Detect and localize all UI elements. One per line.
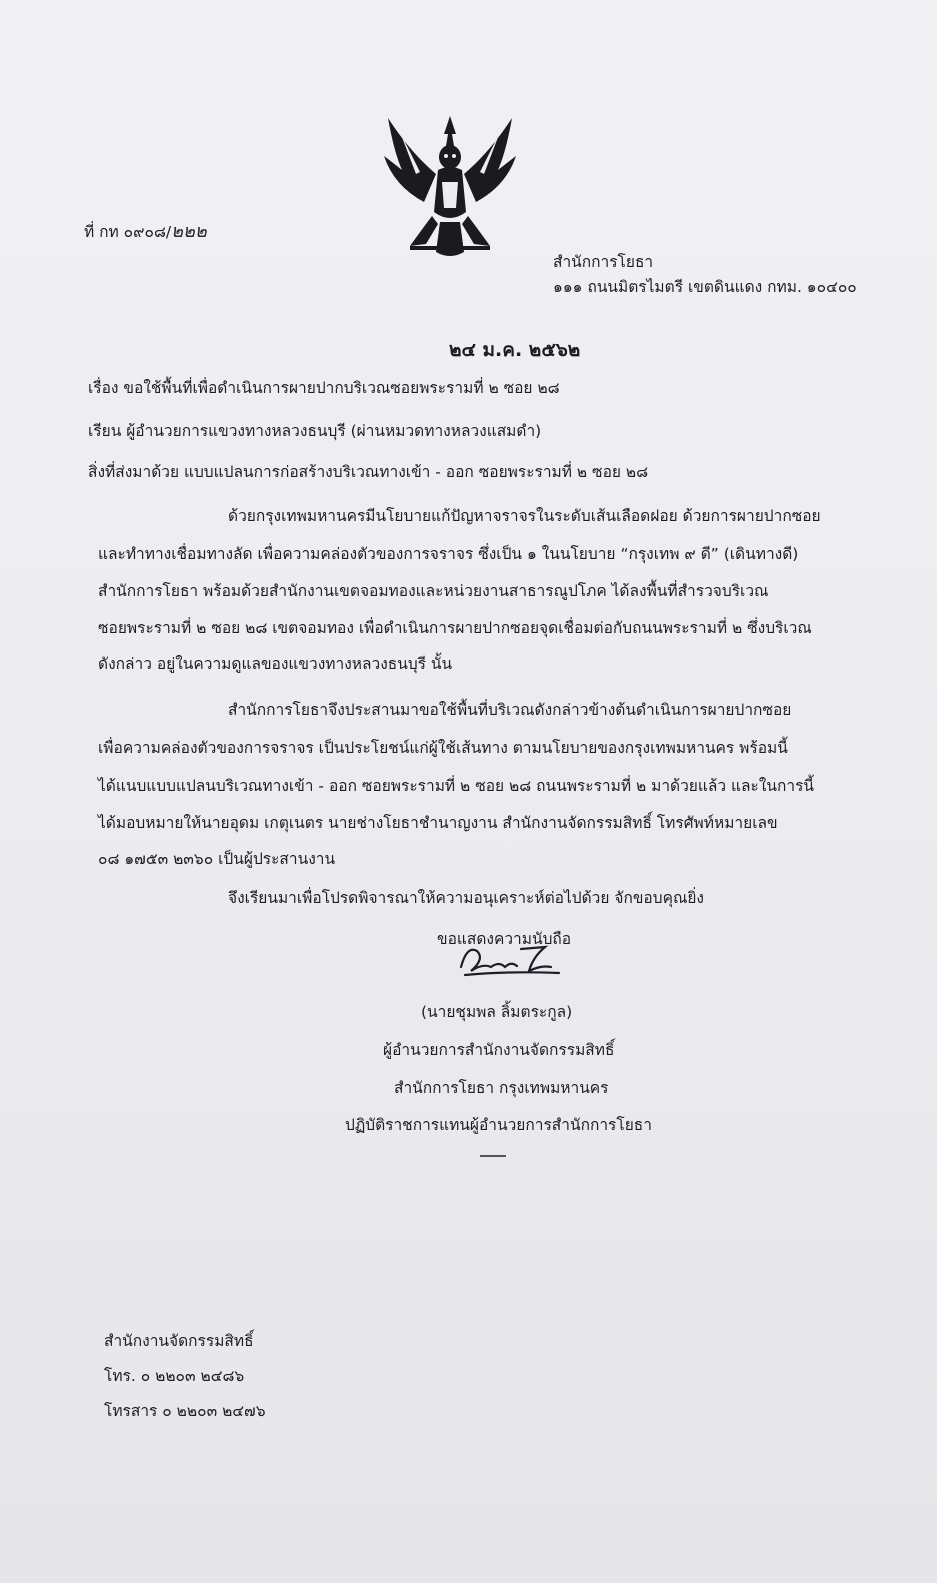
- signatory-title-3: ปฏิบัติราชการแทนผู้อำนวยการสำนักการโยธา: [345, 1116, 652, 1134]
- footer-unit: สำนักงานจัดกรรมสิทธิ์: [104, 1332, 254, 1350]
- footer-fax: โทรสาร ๐ ๒๒๐๓ ๒๔๗๖: [104, 1402, 266, 1420]
- recipient-line: เรียน ผู้อำนวยการแขวงทางหลวงธนบุรี (ผ่านหมวดทางหลวงแสมดำ): [88, 422, 542, 440]
- closing-line: จึงเรียนมาเพื่อโปรดพิจารณาให้ความอนุเคราะห์ต่อไปด้วย จักขอบคุณยิ่ง: [228, 889, 704, 907]
- para2-line: ได้แนบแบบแปลนบริเวณทางเข้า - ออก ซอยพระรามที่ ๒ ซอย ๒๘ ถนนพระรามที่ ๒ มาด้วยแล้ว และในการนี้: [98, 777, 814, 795]
- garuda-emblem-icon: [380, 112, 520, 262]
- divider-mark: [480, 1155, 506, 1157]
- footer-tel: โทร. ๐ ๒๒๐๓ ๒๔๘๖: [104, 1367, 245, 1385]
- para2-line: ๐๘ ๑๗๕๓ ๒๓๖๐ เป็นผู้ประสานงาน: [98, 850, 336, 868]
- para1-line: ซอยพระรามที่ ๒ ซอย ๒๘ เขตจอมทอง เพื่อดำเนินการผายปากซอยจุดเชื่อมต่อกับถนนพระรามที่ ๒ ซึ่งบริเวณ: [98, 619, 812, 637]
- signatory-name: (นายชุมพล ลิ้มตระกูล): [421, 1003, 573, 1021]
- para1-line: ด้วยกรุงเทพมหานครมีนโยบายแก้ปัญหาจราจรในระดับเส้นเลือดฝอย ด้วยการผายปากซอย: [228, 507, 821, 525]
- reference-number: [84, 222, 207, 242]
- regards-line: ขอแสดงความนับถือ: [437, 930, 572, 948]
- para1-line: ดังกล่าว อยู่ในความดูแลของแขวงทางหลวงธนบุรี นั้น: [98, 655, 453, 673]
- subject-line: เรื่อง ขอใช้พื้นที่เพื่อดำเนินการผายปากบริเวณซอยพระรามที่ ๒ ซอย ๒๘: [88, 379, 560, 397]
- enclosure-line: สิ่งที่ส่งมาด้วย แบบแปลนการก่อสร้างบริเวณทางเข้า - ออก ซอยพระรามที่ ๒ ซอย ๒๘: [88, 463, 649, 481]
- signatory-title-2: สำนักการโยธา กรุงเทพมหานคร: [394, 1079, 609, 1097]
- para2-line: สำนักการโยธาจึงประสานมาขอใช้พื้นที่บริเวณดังกล่าวข้างต้นดำเนินการผายปากซอย: [228, 701, 792, 719]
- para1-line: และทำทางเชื่อมทางลัด เพื่อความคล่องตัวของการจราจร ซึ่งเป็น ๑ ในนโยบาย “กรุงเทพ ๙ ดี” (เดินทางดี): [98, 545, 799, 563]
- para1-line: สำนักการโยธา พร้อมด้วยสำนักงานเขตจอมทองและหน่วยงานสาธารณูปโภค ได้ลงพื้นที่สำรวจบริเวณ: [98, 582, 769, 600]
- office-name: สำนักการโยธา: [553, 253, 654, 271]
- handwritten-signature: [455, 937, 565, 985]
- para2-line: เพื่อความคล่องตัวของการจราจร เป็นประโยชน์แก่ผู้ใช้เส้นทาง ตามนโยบายของกรุงเทพมหานคร พร้อมนี้: [98, 739, 788, 757]
- letter-date: ๒๔ ม.ค. ๒๕๖๒: [449, 339, 581, 361]
- ref-prefix: ที่ กท ๐๙๐๘/: [84, 223, 172, 241]
- para2-line: ได้มอบหมายให้นายอุดม เกตุเนตร นายช่างโยธาชำนาญงาน สำนักงานจัดกรรมสิทธิ์ โทรศัพท์หมายเลข: [98, 814, 778, 832]
- office-address: ๑๑๑ ถนนมิตรไมตรี เขตดินแดง กทม. ๑๐๔๐๐: [553, 278, 857, 296]
- ref-handwritten: ๒๒๒: [171, 221, 207, 242]
- signatory-title-1: ผู้อำนวยการสำนักงานจัดกรรมสิทธิ์: [383, 1041, 615, 1059]
